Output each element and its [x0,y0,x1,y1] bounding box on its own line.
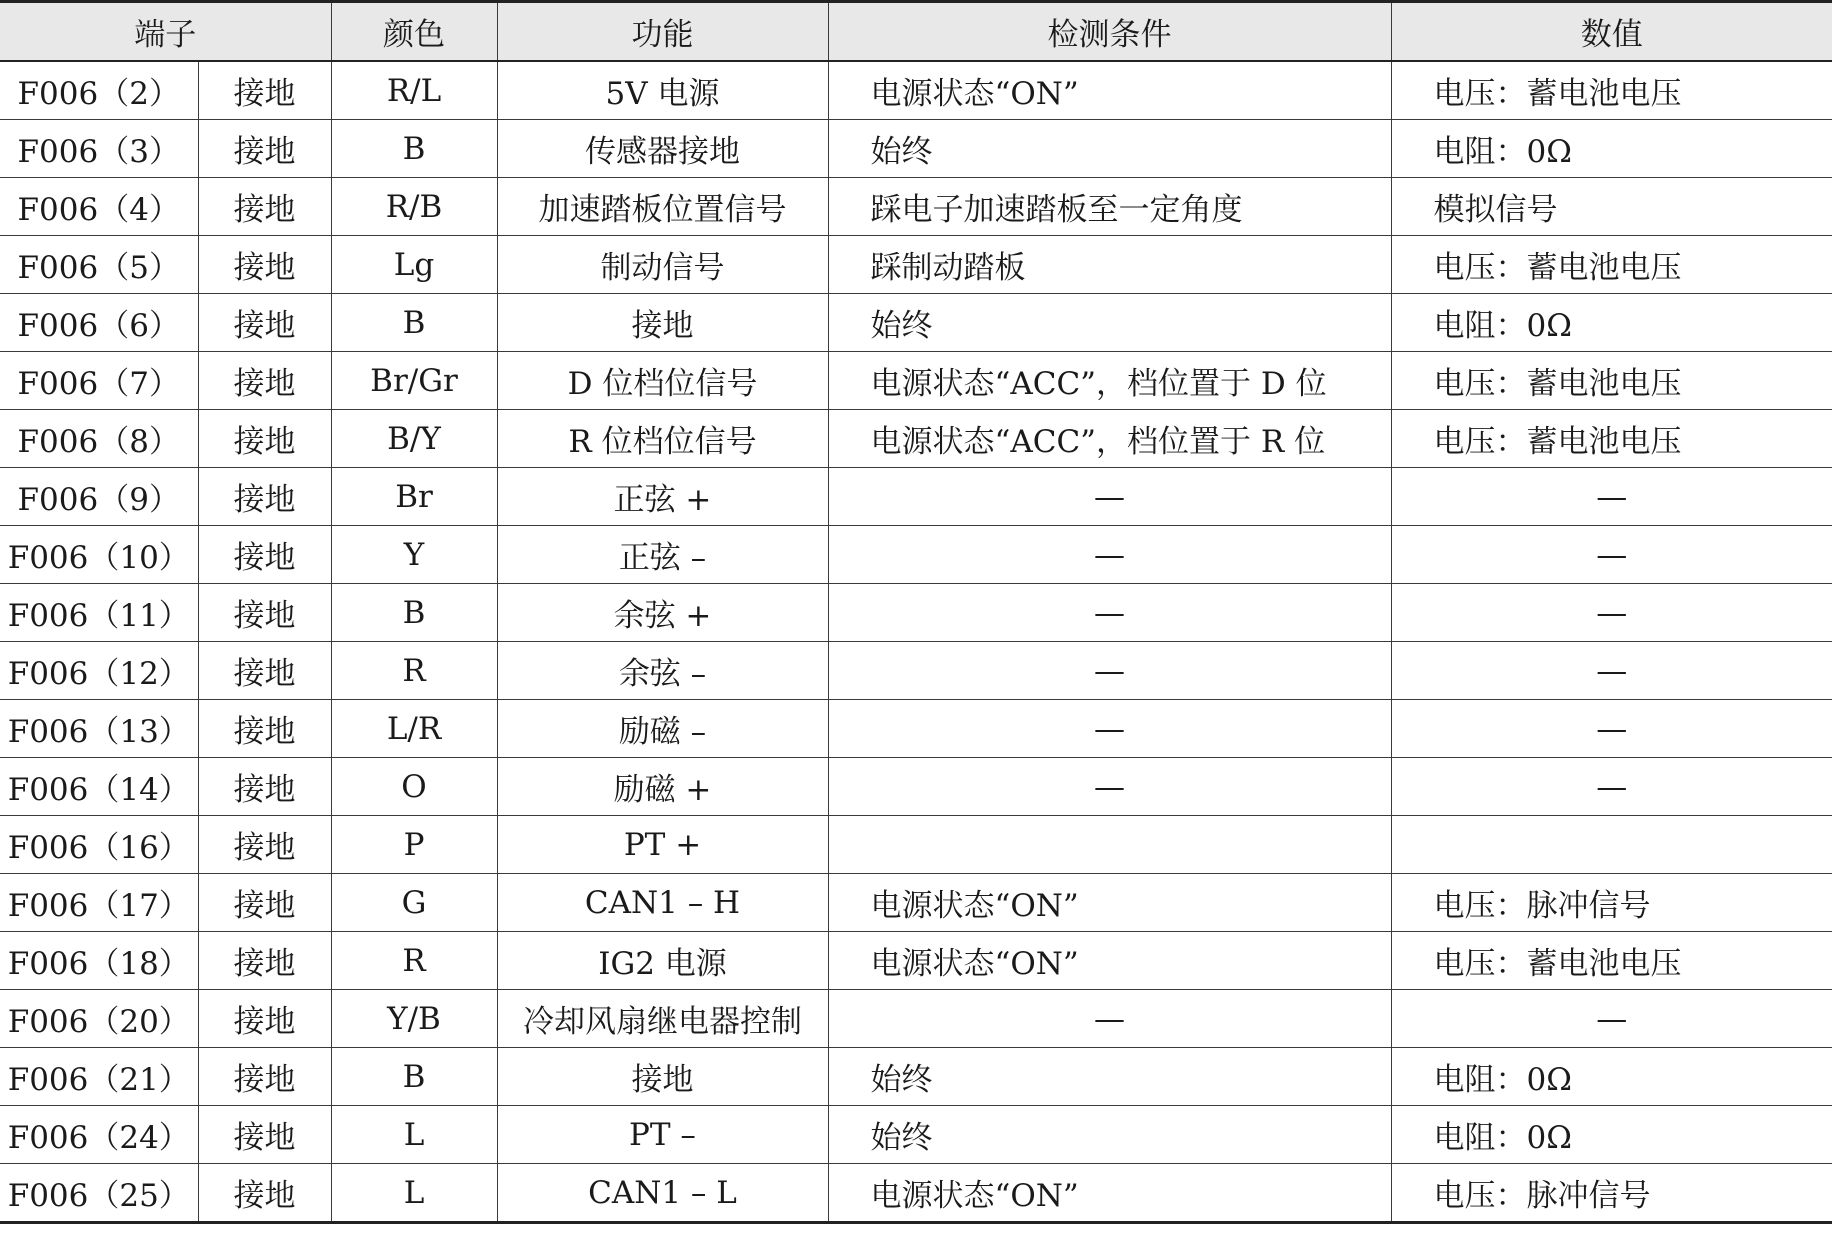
table-row [0,352,1832,410]
cell-condition: 始终 [828,294,1391,352]
cell-condition: — [828,526,1391,584]
cell-function: 正弦 + [497,468,828,526]
table-row [0,410,1832,468]
cell-ground: 接地 [198,178,331,236]
cell-terminal: F006（16） [0,816,198,874]
cell-color: R [331,932,497,990]
cell-condition: 踩电子加速踏板至一定角度 [828,178,1391,236]
cell-terminal: F006（9） [0,468,198,526]
cell-terminal: F006（18） [0,932,198,990]
cell-terminal: F006（6） [0,294,198,352]
cell-color: Y/B [331,990,497,1048]
cell-value: 电压：蓄电池电压 [1391,410,1832,468]
cell-value: 电阻：0Ω [1391,1048,1832,1106]
cell-ground: 接地 [198,700,331,758]
cell-function: D 位档位信号 [497,352,828,410]
cell-terminal: F006（3） [0,120,198,178]
cell-ground: 接地 [198,294,331,352]
cell-color: B [331,294,497,352]
cell-ground: 接地 [198,236,331,294]
cell-terminal: F006（24） [0,1106,198,1164]
cell-color: Br [331,468,497,526]
table-row [0,468,1832,526]
cell-color: L [331,1164,497,1223]
cell-function: IG2 电源 [497,932,828,990]
table-row [0,294,1832,352]
cell-ground: 接地 [198,758,331,816]
cell-value: 电阻：0Ω [1391,294,1832,352]
cell-function: 5V 电源 [497,61,828,120]
cell-terminal: F006（25） [0,1164,198,1223]
table-header-row [0,2,1832,62]
cell-function: 励磁 + [497,758,828,816]
cell-function: 励磁 – [497,700,828,758]
cell-function: 余弦 – [497,642,828,700]
cell-ground: 接地 [198,120,331,178]
table-body [0,61,1832,1223]
cell-ground: 接地 [198,352,331,410]
header-condition: 检测条件 [828,2,1391,62]
cell-condition: — [828,468,1391,526]
cell-color: B [331,1048,497,1106]
cell-color: L/R [331,700,497,758]
cell-value: 电阻：0Ω [1391,1106,1832,1164]
cell-terminal: F006（14） [0,758,198,816]
cell-value: — [1391,758,1832,816]
cell-value [1391,816,1832,874]
cell-value: — [1391,584,1832,642]
cell-condition: 电源状态“ON” [828,874,1391,932]
cell-value: 电压：脉冲信号 [1391,874,1832,932]
table-row [0,1048,1832,1106]
cell-function: CAN1 – L [497,1164,828,1223]
cell-function: 余弦 + [497,584,828,642]
cell-ground: 接地 [198,526,331,584]
cell-value: 电压：蓄电池电压 [1391,236,1832,294]
cell-condition: 电源状态“ON” [828,61,1391,120]
cell-condition: — [828,700,1391,758]
cell-function: 冷却风扇继电器控制 [497,990,828,1048]
cell-color: R [331,642,497,700]
cell-condition: 踩制动踏板 [828,236,1391,294]
table-row [0,120,1832,178]
cell-color: B [331,584,497,642]
cell-color: G [331,874,497,932]
cell-value: — [1391,642,1832,700]
cell-terminal: F006（11） [0,584,198,642]
cell-ground: 接地 [198,61,331,120]
cell-ground: 接地 [198,990,331,1048]
cell-color: B/Y [331,410,497,468]
cell-condition: 电源状态“ACC”，档位置于 R 位 [828,410,1391,468]
table-row [0,526,1832,584]
cell-condition: 电源状态“ON” [828,932,1391,990]
table-row [0,236,1832,294]
cell-ground: 接地 [198,932,331,990]
table-row [0,932,1832,990]
table-row [0,758,1832,816]
cell-color: R/B [331,178,497,236]
cell-condition: — [828,990,1391,1048]
cell-value: 电压：脉冲信号 [1391,1164,1832,1223]
header-value: 数值 [1391,2,1832,62]
table-row [0,584,1832,642]
cell-color: P [331,816,497,874]
cell-terminal: F006（4） [0,178,198,236]
cell-value: — [1391,990,1832,1048]
cell-ground: 接地 [198,874,331,932]
cell-condition: 电源状态“ON” [828,1164,1391,1223]
cell-condition: 始终 [828,120,1391,178]
cell-condition: — [828,642,1391,700]
cell-function: 接地 [497,1048,828,1106]
cell-terminal: F006（13） [0,700,198,758]
cell-terminal: F006（10） [0,526,198,584]
cell-condition: — [828,758,1391,816]
cell-terminal: F006（20） [0,990,198,1048]
cell-ground: 接地 [198,410,331,468]
cell-terminal: F006（7） [0,352,198,410]
cell-color: Br/Gr [331,352,497,410]
cell-color: R/L [331,61,497,120]
table-row [0,1106,1832,1164]
cell-function: PT + [497,816,828,874]
cell-terminal: F006（5） [0,236,198,294]
cell-function: 制动信号 [497,236,828,294]
cell-condition [828,816,1391,874]
table-row [0,642,1832,700]
cell-value: 电压：蓄电池电压 [1391,61,1832,120]
cell-color: Y [331,526,497,584]
table-row [0,700,1832,758]
cell-value: 电压：蓄电池电压 [1391,932,1832,990]
cell-ground: 接地 [198,1106,331,1164]
cell-terminal: F006（2） [0,61,198,120]
cell-function: 传感器接地 [497,120,828,178]
cell-terminal: F006（12） [0,642,198,700]
cell-terminal: F006（21） [0,1048,198,1106]
cell-terminal: F006（17） [0,874,198,932]
cell-condition: 电源状态“ACC”，档位置于 D 位 [828,352,1391,410]
cell-ground: 接地 [198,1164,331,1223]
cell-value: 电阻：0Ω [1391,120,1832,178]
table-row [0,61,1832,120]
header-terminal: 端子 [0,2,331,62]
cell-color: L [331,1106,497,1164]
cell-ground: 接地 [198,584,331,642]
table-row [0,178,1832,236]
cell-color: B [331,120,497,178]
cell-terminal: F006（8） [0,410,198,468]
cell-color: O [331,758,497,816]
cell-function: 接地 [497,294,828,352]
cell-function: 加速踏板位置信号 [497,178,828,236]
table-row [0,874,1832,932]
cell-condition: 始终 [828,1106,1391,1164]
cell-function: 正弦 – [497,526,828,584]
cell-color: Lg [331,236,497,294]
table-row [0,990,1832,1048]
table-row [0,816,1832,874]
cell-value: — [1391,468,1832,526]
cell-ground: 接地 [198,642,331,700]
cell-function: PT – [497,1106,828,1164]
table-row [0,1164,1832,1223]
cell-condition: — [828,584,1391,642]
cell-ground: 接地 [198,468,331,526]
header-color: 颜色 [331,2,497,62]
cell-condition: 始终 [828,1048,1391,1106]
cell-value: — [1391,700,1832,758]
cell-value: 模拟信号 [1391,178,1832,236]
cell-function: R 位档位信号 [497,410,828,468]
cell-ground: 接地 [198,816,331,874]
cell-value: — [1391,526,1832,584]
header-function: 功能 [497,2,828,62]
cell-function: CAN1 – H [497,874,828,932]
cell-ground: 接地 [198,1048,331,1106]
cell-value: 电压：蓄电池电压 [1391,352,1832,410]
